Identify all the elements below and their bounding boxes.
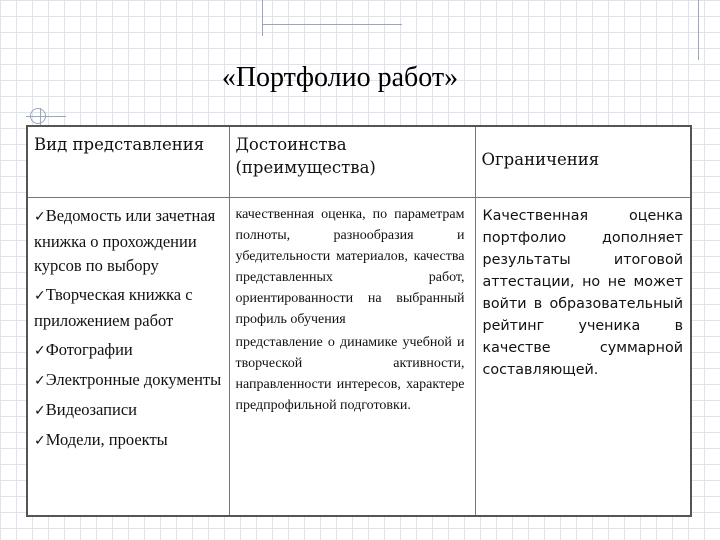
list-item bbox=[34, 398, 225, 424]
list-item bbox=[34, 204, 225, 279]
decorative-line-right bbox=[698, 0, 699, 60]
check-icon: ✓ bbox=[34, 402, 46, 419]
check-icon: ✓ bbox=[34, 432, 46, 449]
list-item bbox=[34, 428, 225, 454]
type-text: Ведомость или зачетная книжка о прохождении курсов по выбору bbox=[34, 206, 216, 275]
portfolio-table bbox=[26, 125, 692, 517]
decorative-circle bbox=[30, 108, 46, 124]
list-item bbox=[34, 283, 225, 333]
advantage-text: представление о динамике учебной и творческой активности, направленности интересов, характере предпрофильной подготовки. bbox=[235, 335, 465, 413]
type-text: Творческая книжка с приложением работ bbox=[34, 285, 193, 330]
check-icon: ✓ bbox=[34, 209, 46, 225]
type-text: Модели, проекты bbox=[45, 429, 168, 449]
advantages-cell bbox=[229, 198, 475, 517]
list-item bbox=[34, 338, 225, 364]
limitations-cell: Качественная оценка портфолио дополняет результаты итоговой аттестации, но не может войти в образовательный рейтинг ученика в качестве суммарной составляющей. bbox=[475, 198, 691, 517]
advantage-text: качественная оценка, по параметрам полноты, разнообразия и убедительности материалов, качества представленных работ, ориентированности на выбранный профиль обучения bbox=[235, 207, 465, 327]
type-text: Электронные документы bbox=[45, 369, 222, 389]
decorative-line-top bbox=[262, 0, 263, 36]
header-advantages: Достоинства (преимущества) bbox=[229, 126, 475, 198]
page-title: «Портфолио работ» bbox=[221, 62, 459, 93]
table-row bbox=[27, 198, 691, 517]
check-icon: ✓ bbox=[34, 288, 46, 304]
type-text: Видеозаписи bbox=[45, 399, 137, 419]
decorative-line-top bbox=[262, 24, 402, 25]
types-cell bbox=[27, 198, 229, 517]
check-icon: ✓ bbox=[34, 342, 46, 359]
list-item bbox=[34, 368, 225, 394]
type-text: Фотографии bbox=[45, 339, 133, 359]
header-limitations: Ограничения bbox=[475, 126, 691, 198]
header-type: Вид представления bbox=[27, 126, 229, 198]
check-icon: ✓ bbox=[34, 372, 46, 389]
table-header-row bbox=[27, 126, 691, 198]
